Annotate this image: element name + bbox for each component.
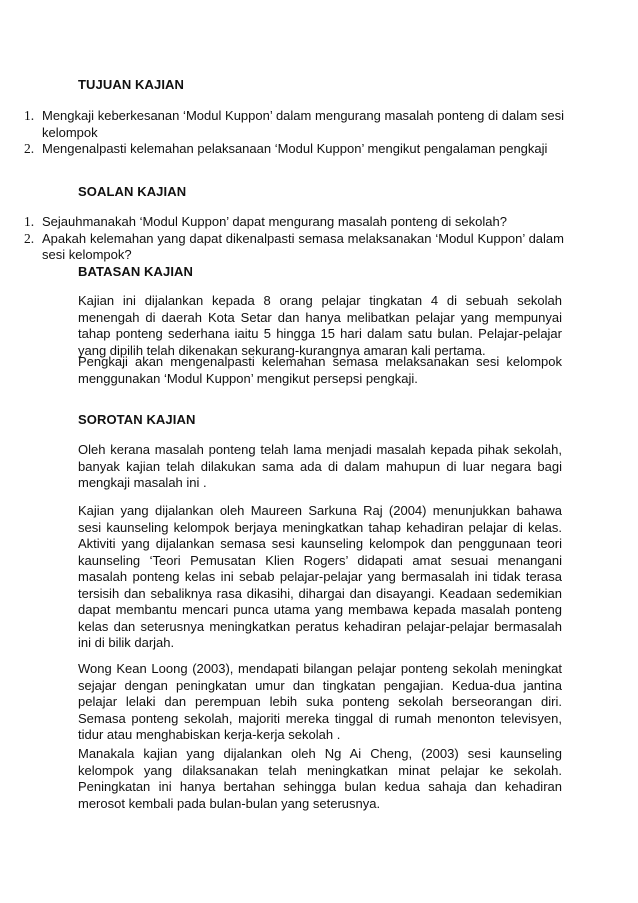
list-number: 1. xyxy=(24,108,35,123)
list-item xyxy=(24,214,564,231)
batasan-paragraph-2: Pengkaji akan mengenalpasti kelemahan semasa melaksanakan sesi kelompok menggunakan ‘Modul Kuppon’ mengikut persepsi pengkaji. xyxy=(78,354,562,386)
list-number: 2. xyxy=(24,141,35,156)
list-item-text: Mengkaji keberkesanan ‘Modul Kuppon’ dalam mengurang masalah ponteng di dalam sesi kelompok xyxy=(42,108,564,140)
list-item xyxy=(24,108,564,141)
list-item xyxy=(24,141,564,158)
sorotan-paragraph-3: Wong Kean Loong (2003), mendapati bilangan pelajar ponteng sekolah meningkat sejajar dengan peningkatan umur dan tingkatan pengajian. Kedua-dua jantina pelajar lelaki dan perempuan lebih suka ponteng sekolah berseorangan diri. Semasa ponteng sekolah, majoriti mereka tinggal di rumah menonton televisyen, tidur atau menghabiskan kerja-kerja sekolah . xyxy=(78,661,562,742)
tujuan-kajian-list xyxy=(24,108,564,158)
sorotan-kajian-heading: SOROTAN KAJIAN xyxy=(78,412,196,427)
list-item-text: Sejauhmanakah ‘Modul Kuppon’ dapat mengurang masalah ponteng di sekolah? xyxy=(42,214,507,229)
list-item-text: Apakah kelemahan yang dapat dikenalpasti semasa melaksanakan ‘Modul Kuppon’ dalam sesi kelompok? xyxy=(42,230,564,262)
sorotan-paragraph-1: Oleh kerana masalah ponteng telah lama menjadi masalah kepada pihak sekolah, banyak kajian telah dilakukan sama ada di dalam mahupun di luar negara bagi mengkaji masalah ini . xyxy=(78,442,562,490)
sorotan-paragraph-2: Kajian yang dijalankan oleh Maureen Sarkuna Raj (2004) menunjukkan bahawa sesi kaunseling kelompok berjaya meningkatkan tahap kehadiran pelajar di kelas. Aktiviti yang dijalankan semasa sesi kaunseling kelompok dan penggunaan teori kaunseling ‘Teori Pemusatan Klien Rogers’ didapati amat sesuai menangani masalah ponteng kelas ini sebab pelajar-pelajar yang bermasalah ini tidak terasa tersisih dan sebaliknya rasa dikasihi, dihargai dan disayangi. Keadaan sedemikian dapat membantu mencari punca utama yang membawa kepada masalah ponteng kelas dan seterusnya meningkatkan peratus kehadiran pelajar-pelajar bermasalah ini di bilik darjah. xyxy=(78,503,562,650)
soalan-kajian-list xyxy=(24,214,564,264)
list-item-text: Mengenalpasti kelemahan pelaksanaan ‘Modul Kuppon’ mengikut pengalaman pengkaji xyxy=(42,141,548,156)
sorotan-paragraph-4: Manakala kajian yang dijalankan oleh Ng Ai Cheng, (2003) sesi kaunseling kelompok yang dilaksanakan telah meningkatkan minat pelajar ke sekolah. Peningkatan ini hanya bertahan sehingga bulan kedua sahaja dan kehadiran merosot kembali pada bulan-bulan yang seterusnya. xyxy=(78,746,562,811)
list-number: 2. xyxy=(24,230,35,246)
list-number: 1. xyxy=(24,214,35,229)
tujuan-kajian-heading: TUJUAN KAJIAN xyxy=(78,77,185,92)
soalan-kajian-heading: SOALAN KAJIAN xyxy=(78,184,187,199)
batasan-paragraph-1: Kajian ini dijalankan kepada 8 orang pelajar tingkatan 4 di sebuah sekolah menengah di daerah Kota Setar dan hanya melibatkan pelajar yang mempunyai tahap ponteng sederhana iaitu 5 hingga 15 hari dalam satu bulan. Pelajar-pelajar yang dipilih telah dikenakan sekurang-kurangnya amaran kali pertama. xyxy=(78,293,562,358)
list-item xyxy=(24,231,564,264)
batasan-kajian-heading: BATASAN KAJIAN xyxy=(78,264,194,279)
